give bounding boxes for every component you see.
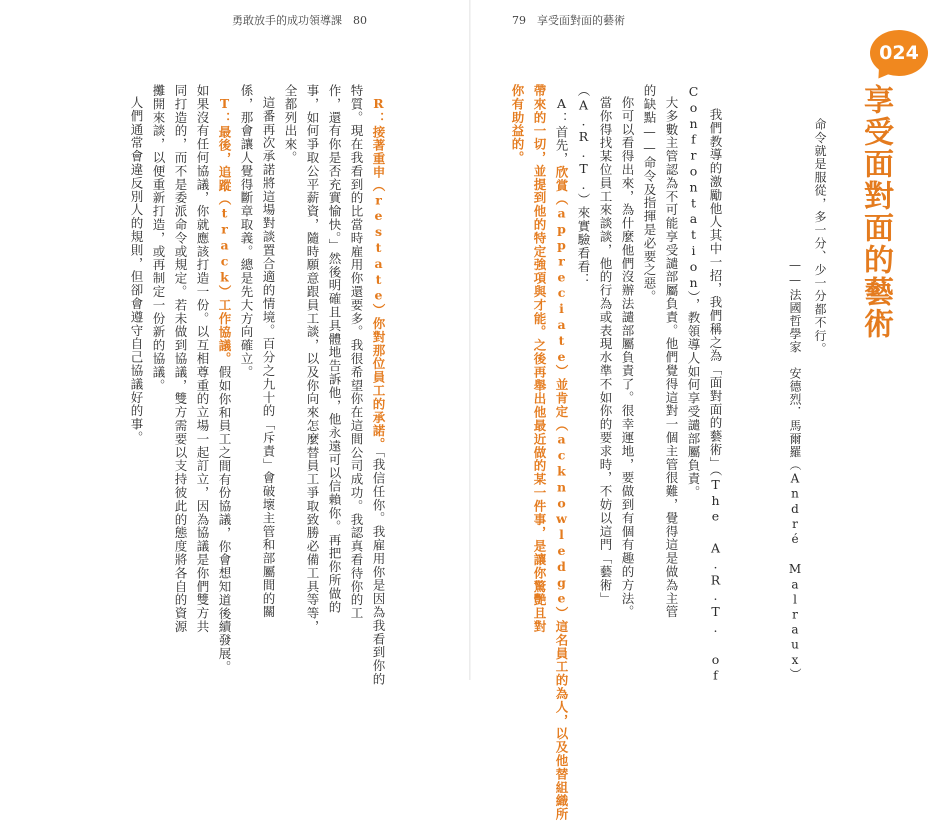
step-t-line-1	[213, 96, 235, 674]
step-t-text-1: 假如你和員工之間有份協議，你會想知道後續發展。	[217, 366, 232, 674]
paragraph-3-line-3: （A.R.T.）來實驗看看：	[572, 84, 594, 287]
paragraph-2-line-1: 大多數主管認為不可能享受譴部屬負責。他們覺得這對一個主管很難，覺得這是做為主管	[660, 96, 682, 619]
running-head-left: 勇敢放手的成功領導課 80	[232, 12, 367, 28]
paragraph-7-line-1: 人們通常會違反別人的規則，但卻會遵守自己協議好的事。	[125, 96, 147, 444]
quote-attribution: ——法國哲學家 安德烈．馬爾羅（André Malraux）	[787, 258, 804, 681]
paragraph-5-line-2: 係，那會讓人覺得斷章取義。總是先大方向確立。	[235, 84, 257, 379]
running-head-right: 79 享受面對面的藝術	[512, 12, 625, 28]
book-gutter	[469, 0, 471, 680]
step-a-line-3: 你有助益的。	[506, 84, 528, 164]
chapter-number: 024	[879, 42, 919, 64]
step-a-bold-1: 欣賞（appreciate）並肯定（acknowledge）這名員工的為人，以及他替組織所	[554, 166, 569, 821]
paragraph-3-line-2: 當你得找某位員工來談談，他的行為或表現水準不如你的要求時，不妨以這門「藝術」	[594, 96, 616, 605]
paragraph-1-line-2: Confrontation），教領導人如何享受譴部屬負責。	[682, 84, 704, 499]
step-a-prefix: A：首先，	[554, 96, 569, 166]
step-r-line-3: 作，還有你是否充實愉快。」然後明確且具體地告訴他，他永遠可以信賴你。再把你所做的	[323, 84, 345, 614]
step-t-line-2: 如果沒有任何協議，你就應該打造一份。以互相尊重的立場一起訂立，因為協議是你們雙方共	[191, 84, 213, 633]
paragraph-3-line-1: 你可以看得出來，為什麼他們沒辦法譴部屬負責了。很幸運地，要做到有個有趣的方法。	[616, 96, 638, 619]
step-r-text-1: 「我信任你。我雇用你是因為我看到你的	[371, 451, 386, 686]
step-r-line-2: 特質。現在我看到的比當時雇用你還要多。我很希望你在這間公司成功。我認真看待你的工	[345, 84, 367, 620]
paragraph-5-line-1: 這番再次承諾將這場對談置合適的情境。百分之九十的「斥責」會破壞主管和部屬間的關	[257, 96, 279, 619]
step-r-line-5: 全都列出來。	[279, 84, 301, 164]
step-r-line-4: 事，如何爭取公平薪資，隨時願意跟員工談，以及你向來怎麼替員工爭取致勝必備工具等等，	[301, 84, 323, 633]
step-t-heading: T：最後，追蹤（track）工作協議。	[217, 96, 232, 366]
paragraph-2-line-2: 的缺點——命令及指揮是必要之惡。	[638, 84, 660, 303]
chapter-quote: 命令就是服從，多一分、少一分都不行。	[812, 118, 829, 356]
step-t-line-4: 攤開來談，以便重新打造，或再制定一份新的協議。	[147, 84, 169, 392]
step-a-line-1	[550, 96, 572, 821]
step-r-heading: R：接著重申（restate）你對那位員工的承諾。	[371, 96, 386, 451]
paragraph-1-line-1: 我們教導的激勵他人其中一招，我們稱之為「面對面的藝術」（The A.R.T. of	[704, 108, 726, 684]
step-t-line-3: 同打造的，而不是委派命令或規定。若未做到協議，雙方需要以支持彼此的態度將各自的資源	[169, 84, 191, 633]
chapter-title: 享受面對面的藝術	[855, 84, 895, 340]
step-r-line-1	[367, 96, 389, 686]
step-a-line-2: 帶來的一切，並提到他的特定強項與才能。之後再舉出他最近做的某一件事，是讓你驚艷且對	[528, 84, 550, 633]
